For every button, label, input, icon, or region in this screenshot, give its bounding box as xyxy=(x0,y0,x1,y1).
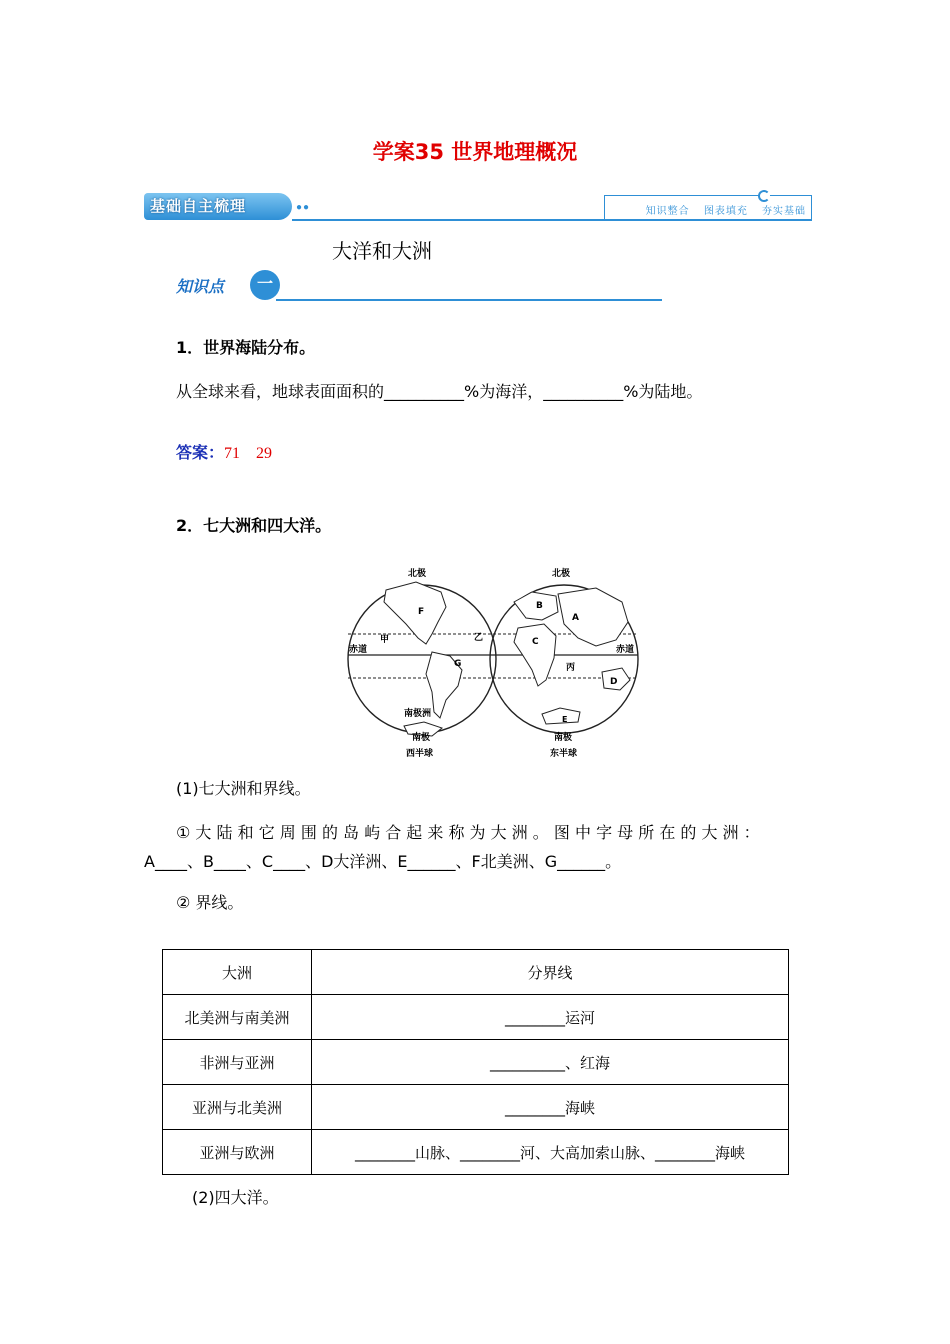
q2-heading: 2．七大洲和四大洋。 xyxy=(176,516,332,535)
q1-answer xyxy=(176,440,272,463)
table-header-row xyxy=(163,950,789,995)
banner-subtitle: 知识整合 图表填充 夯实基础 xyxy=(645,206,806,217)
map-label-C: C xyxy=(532,637,539,647)
page-title: 学案35 世界地理概况 xyxy=(372,140,578,164)
answer-values: 71 29 xyxy=(224,445,273,462)
table-cell: 北美洲与南美洲 xyxy=(163,995,312,1040)
map-label-F: F xyxy=(418,607,425,617)
table-row xyxy=(163,1040,789,1085)
map-label-equator-east: 赤道 xyxy=(616,645,635,655)
knowledge-point-divider xyxy=(276,299,662,301)
map-label-bing: 丙 xyxy=(566,663,576,673)
map-label-yi: 乙 xyxy=(474,633,484,643)
boundary-table xyxy=(162,949,789,1175)
q2-item1-line1: ① 大 陆 和 它 周 围 的 岛 屿 合 起 来 称 为 大 洲 。 图 中 字 母 所 在 的 大 洲 ： xyxy=(176,823,760,842)
knowledge-point-number: 一 xyxy=(250,270,280,300)
banner-divider xyxy=(292,219,812,221)
table-cell: 亚洲与北美洲 xyxy=(163,1085,312,1130)
q1-text: 从全球来看，地球表面面积的__________%为海洋，__________%为陆地。 xyxy=(176,382,703,401)
map-label-west-hemisphere: 西半球 xyxy=(406,749,434,759)
world-hemispheres-map xyxy=(346,562,642,762)
table-cell: __________、红海 xyxy=(312,1040,789,1085)
map-label-equator-west: 赤道 xyxy=(349,645,368,655)
answer-label: 答案： xyxy=(176,443,225,462)
map-label-E: E xyxy=(562,715,568,724)
table-cell: 非洲与亚洲 xyxy=(163,1040,312,1085)
map-label-north-pole-west: 北极 xyxy=(408,569,427,579)
banner-dots-icon: ●● xyxy=(296,202,311,213)
map-label-south-pole-east: 南极 xyxy=(554,733,573,743)
map-label-north-pole-east: 北极 xyxy=(552,569,571,579)
knowledge-point-header xyxy=(176,270,662,304)
map-label-jia: 甲 xyxy=(380,635,390,645)
knowledge-point-label: 知识点 xyxy=(176,277,225,296)
swirl-icon xyxy=(758,190,770,202)
map-label-south-pole-west: 南极 xyxy=(412,733,431,743)
table-cell: ________海峡 xyxy=(312,1085,789,1130)
banner-label: 基础自主梳理 xyxy=(144,193,292,220)
q2-item2: ② 界线。 xyxy=(176,893,244,912)
table-header-cell: 大洲 xyxy=(163,950,312,995)
map-label-G: G xyxy=(454,659,462,669)
map-label-east-hemisphere: 东半球 xyxy=(550,749,578,759)
q2-sub1: (1)七大洲和界线。 xyxy=(176,779,311,798)
section-banner xyxy=(144,193,812,221)
table-cell: 亚洲与欧洲 xyxy=(163,1130,312,1175)
map-label-B: B xyxy=(536,601,543,611)
map-label-A: A xyxy=(572,613,579,623)
table-cell: ________山脉、________河、大高加索山脉、________海峡 xyxy=(312,1130,789,1175)
table-row xyxy=(163,1085,789,1130)
table-row xyxy=(163,995,789,1040)
table-row xyxy=(163,1130,789,1175)
table-cell: ________运河 xyxy=(312,995,789,1040)
section-title: 大洋和大洲 xyxy=(332,239,432,263)
q1-heading: 1．世界海陆分布。 xyxy=(176,338,316,357)
q2-sub2: (2)四大洋。 xyxy=(192,1188,279,1207)
map-label-D: D xyxy=(610,677,618,687)
map-label-antarctica: 南极洲 xyxy=(404,709,432,719)
q2-item1-line2: A____、B____、C____、D大洋洲、E______、F北美洲、G______。 xyxy=(144,852,622,871)
table-header-cell: 分界线 xyxy=(312,950,789,995)
